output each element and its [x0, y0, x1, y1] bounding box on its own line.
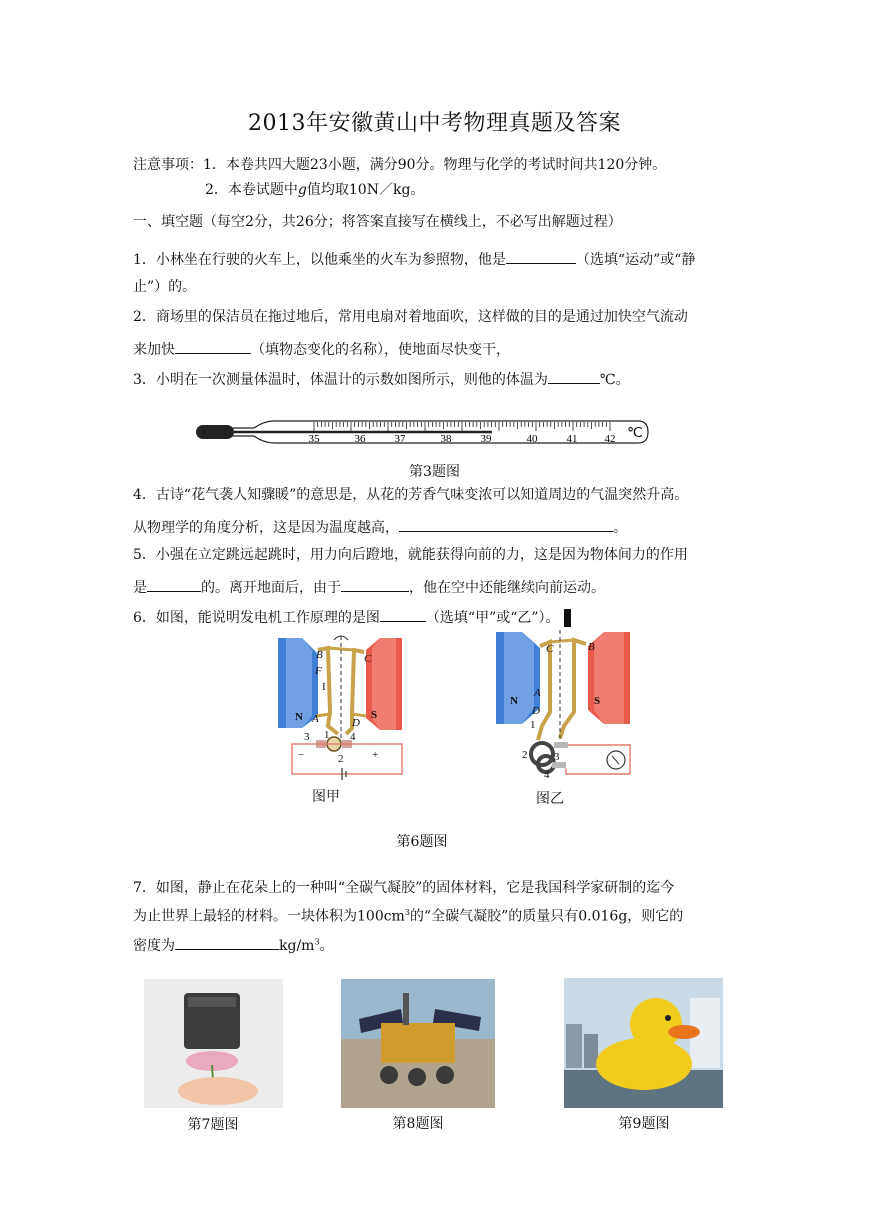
q7-text-b: 为止世界上最轻的材料。一块体积为100cm: [133, 908, 405, 925]
duck-beak: [668, 1025, 700, 1039]
question-2-line-2: [133, 340, 510, 357]
tick-label-38: 38: [440, 433, 452, 445]
q7-text-c: 的“全碳气凝胶”的质量只有0.016g，则它的: [409, 908, 684, 925]
q7-text-d: 密度为: [133, 938, 175, 954]
notes-line-1: 注意事项：1．本卷共四大题23小题，满分90分。物理与化学的考试时间共120分钟。: [133, 157, 667, 173]
thermometer-unit: ℃: [627, 426, 643, 441]
figure-yi-caption: 图乙: [536, 791, 564, 807]
q6-text-b: （选填“甲”或“乙”）。: [425, 610, 560, 626]
label-1: 1: [530, 719, 536, 731]
notes-line-2-post: 值均取10N／kg。: [306, 182, 425, 198]
q1-text-b: （选填“运动”或“静: [575, 252, 696, 268]
fig9-photo-rubber-duck: [564, 978, 723, 1108]
fig8-caption: 第8题图: [392, 1116, 444, 1132]
fig3-caption: 第3题图: [409, 464, 460, 480]
notes-line-2: [205, 183, 424, 197]
q3-text-a: 3．小明在一次测量体温时，体温计的示数如图所示，则他的体温为: [133, 372, 548, 388]
label-4: 4: [544, 769, 550, 780]
question-5-line-2: [133, 578, 605, 595]
label-minus: −: [298, 749, 305, 761]
notes-line-2-pre: 2．本卷试题中: [205, 182, 298, 198]
notes-g-symbol: g: [297, 182, 307, 198]
q4-text-b: 从物理学的角度分析，这是因为温度越高，: [133, 520, 399, 536]
q7-answer-blank[interactable]: [175, 936, 279, 950]
figure-jia-caption: 图甲: [312, 789, 340, 805]
thermometer-bulb: [196, 425, 234, 439]
label-n: N: [295, 711, 303, 723]
hand: [178, 1077, 258, 1105]
q5-answer-blank-1[interactable]: [147, 578, 201, 592]
q4-answer-blank[interactable]: [399, 518, 613, 532]
question-4-line-2: [133, 518, 627, 535]
section-heading: 一、填空题（每空2分，共26分；将答案直接写在横线上，不必写出解题过程）: [133, 214, 622, 230]
fig8-photo-rover: [341, 979, 495, 1108]
question-3-line: [133, 370, 630, 387]
rover-body: [381, 1023, 455, 1063]
label-d: D: [352, 717, 360, 729]
q1-text-a: 1．小林坐在行驶的火车上，以他乘坐的火车为参照物，他是: [133, 252, 506, 268]
q1-answer-blank[interactable]: [506, 250, 576, 264]
q7-text-e: kg/m: [279, 938, 315, 954]
label-d: D: [532, 705, 540, 717]
label-s: S: [371, 709, 378, 721]
q6-answer-blank[interactable]: [380, 608, 426, 622]
question-6-line: [133, 608, 571, 627]
label-2: 2: [522, 749, 528, 761]
fig6-caption: 第6题图: [396, 834, 448, 850]
question-7-line-3: [133, 936, 334, 953]
q2-text-c: （填物态变化的名称），使地面尽快变干，: [251, 342, 510, 358]
q4-text-c: 。: [613, 520, 627, 536]
figure-yi-diagram: [494, 628, 634, 780]
label-b: B: [316, 649, 323, 661]
tick-label-41: 41: [566, 433, 578, 445]
label-c: C: [364, 653, 372, 665]
question-7-line-2: [133, 909, 683, 924]
question-7-line-1: 7．如图，静止在花朵上的一种叫“全碳气凝胶”的固体材料，它是我国科学家研制的迄今: [133, 880, 675, 896]
label-3: 3: [554, 751, 560, 763]
rover-mast: [403, 993, 409, 1025]
question-1-line-1: [133, 250, 695, 267]
q6-text-a: 6．如图，能说明发电机工作原理的是图: [133, 610, 380, 626]
fig9-caption: 第9题图: [618, 1116, 670, 1132]
tick-label-39: 39: [480, 433, 492, 445]
q5-text-d: ，他在空中还能继续向前运动。: [409, 580, 605, 596]
tick-label-37: 37: [394, 433, 406, 445]
tick-label-36: 36: [354, 433, 366, 445]
coil-frame: [538, 640, 586, 740]
q2-answer-blank[interactable]: [175, 340, 251, 354]
label-2: 2: [338, 753, 344, 765]
figure-jia-diagram: [276, 630, 406, 780]
label-b: B: [588, 641, 595, 653]
brush-upper: [554, 742, 568, 748]
label-1: 1: [324, 729, 330, 741]
circuit-wire: [292, 744, 402, 774]
page-title: 2013年安徽黄山中考物理真题及答案: [248, 111, 621, 136]
tick-label-40: 40: [526, 433, 538, 445]
fig7-photo-aerogel: [144, 979, 283, 1108]
label-c: C: [546, 643, 554, 655]
label-f: F: [315, 665, 322, 677]
question-1-line-2: 止”）的。: [133, 279, 197, 295]
thermometer-scale: [314, 422, 610, 431]
q5-answer-blank-2[interactable]: [341, 578, 409, 592]
thermometer-figure: [194, 412, 656, 452]
fig7-caption: 第7题图: [187, 1117, 239, 1133]
q3-answer-blank[interactable]: [548, 370, 600, 384]
q3-text-b: ℃。: [599, 372, 630, 388]
q5-text-b: 是: [133, 580, 147, 596]
label-n: N: [510, 695, 518, 707]
q5-text-c: 的。离开地面后，由于: [201, 580, 341, 596]
duck-head: [630, 998, 682, 1050]
duck-eye: [665, 1015, 671, 1021]
q7-text-f: 。: [319, 938, 334, 954]
question-4-line-1: 4．古诗“花气袭人知骤暖”的意思是，从花的芳香气味变浓可以知道周边的气温突然升高。: [133, 487, 689, 503]
thermometer-labels: [309, 426, 643, 445]
label-3: 3: [304, 731, 310, 743]
label-s: S: [594, 695, 601, 707]
label-a: A: [312, 713, 319, 725]
text-cursor: [564, 609, 571, 627]
tick-label-42: 42: [604, 433, 616, 445]
question-5-line-1: 5．小强在立定跳远起跳时，用力向后蹬地，就能获得向前的力，这是因为物体间力的作用: [133, 547, 688, 563]
label-a: A: [534, 687, 541, 699]
label-i: I: [322, 681, 326, 693]
slip-ring-1: [531, 743, 553, 765]
q7-cm-exponent: 3: [404, 908, 410, 917]
tick-label-35: 35: [308, 433, 320, 445]
label-4: 4: [350, 731, 356, 743]
q7-m-exponent: 3: [314, 937, 320, 947]
q2-text-b: 来加快: [133, 342, 175, 358]
label-plus: +: [372, 749, 379, 761]
question-2-line-1: 2．商场里的保洁员在拖过地后，常用电扇对着地面吹，这样做的目的是通过加快空气流动: [133, 309, 688, 325]
